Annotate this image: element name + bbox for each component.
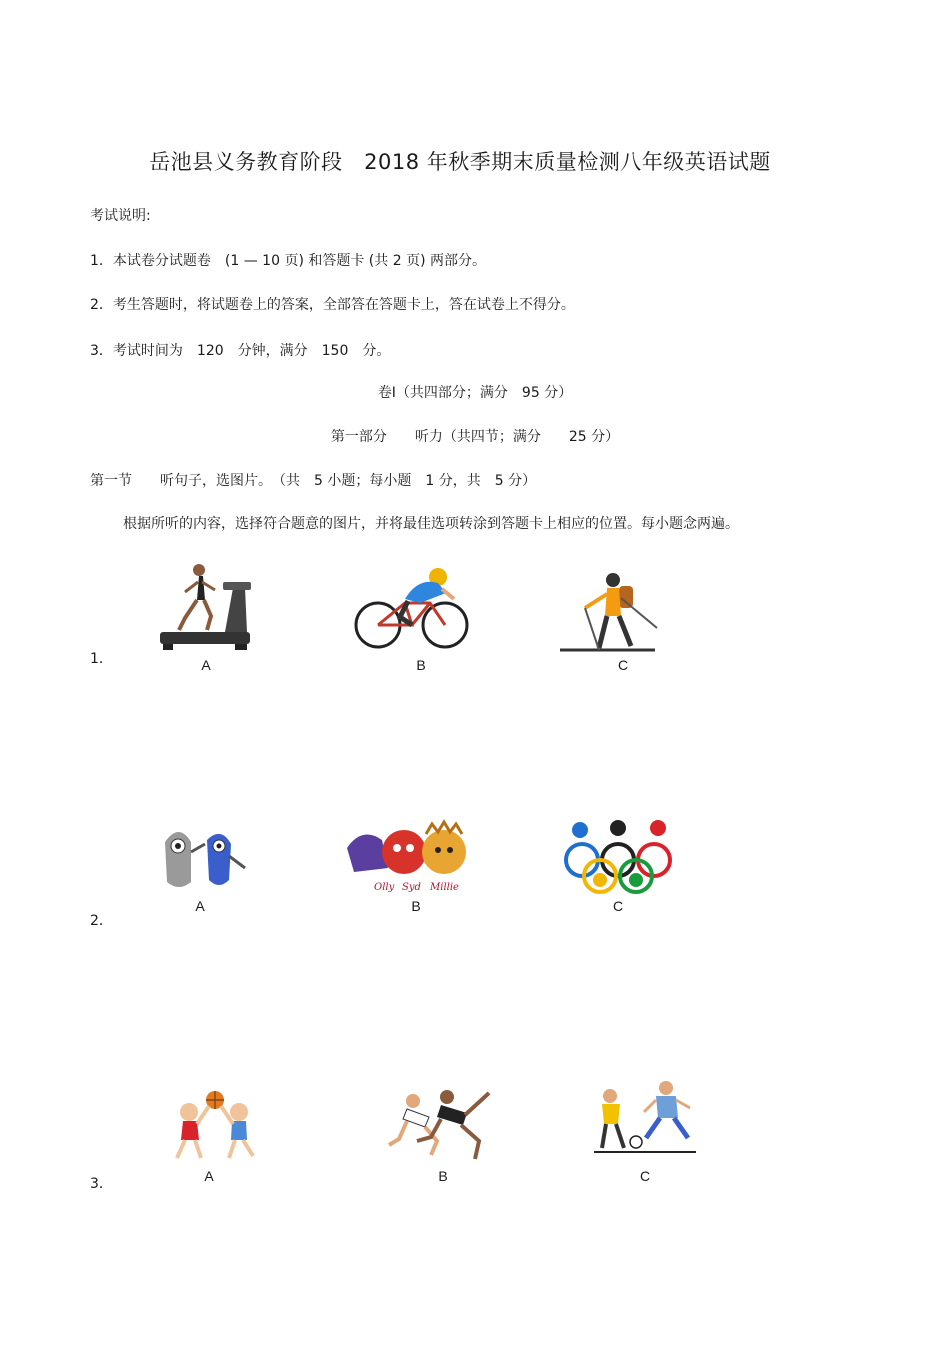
section-heading: 第一节 听句子，选图片。 （共 5 小题；每小题 1 分，共 5 分） — [90, 473, 537, 489]
question-number: 3． — [90, 1176, 113, 1192]
option-label-a: A — [195, 898, 205, 914]
sprinters-icon — [385, 1083, 515, 1163]
football-players-icon — [592, 1078, 698, 1156]
volume-heading: 卷Ⅰ（共四部分；满分 95 分） — [377, 385, 573, 401]
option-label-c: C — [617, 657, 629, 673]
option-label-b: B — [416, 657, 426, 673]
svg-text:Syd: Syd — [402, 882, 421, 893]
option-label-c: C — [639, 1168, 651, 1184]
svg-text:Olly: Olly — [374, 882, 395, 893]
option-label-b: B — [411, 898, 421, 914]
instructions-heading: 考试说明: — [90, 208, 151, 224]
instruction-item: 2．考生答题时，将试题卷上的答案，全部答在答题卡上，答在试卷上不得分。 — [90, 297, 575, 313]
london-mascots-icon — [155, 822, 250, 894]
instruction-item: 1．本试卷分试题卷 (1 — 10 页) 和答题卡 (共 2 页) 两部分。 — [90, 253, 486, 269]
question-number: 1． — [90, 651, 113, 667]
option-label-b: B — [438, 1168, 448, 1184]
svg-text:Millie: Millie — [430, 882, 459, 893]
page-title: 岳池县义务教育阶段 2018 年秋季期末质量检测八年级英语试题 — [149, 150, 771, 174]
skier-icon — [555, 570, 665, 655]
basketball-kids-icon — [155, 1088, 273, 1164]
beijing-fuwa-rings-icon — [560, 818, 678, 896]
section-directions: 根据所听的内容，选择符合题意的图片，并将最佳选项转涂到答题卡上相应的位置。每小题念两遍。 — [123, 516, 739, 532]
part-heading: 第一部分 听力（共四节；满分 25 分） — [330, 429, 620, 445]
question-number: 2． — [90, 913, 113, 929]
option-label-a: A — [201, 657, 211, 673]
treadmill-runner-icon — [155, 560, 260, 655]
option-label-a: A — [204, 1168, 214, 1184]
option-label-c: C — [612, 898, 624, 914]
sydney-mascots-icon — [342, 818, 472, 896]
cyclist-icon — [350, 565, 470, 653]
instruction-item: 3．考试时间为 120 分钟，满分 150 分。 — [90, 343, 391, 359]
